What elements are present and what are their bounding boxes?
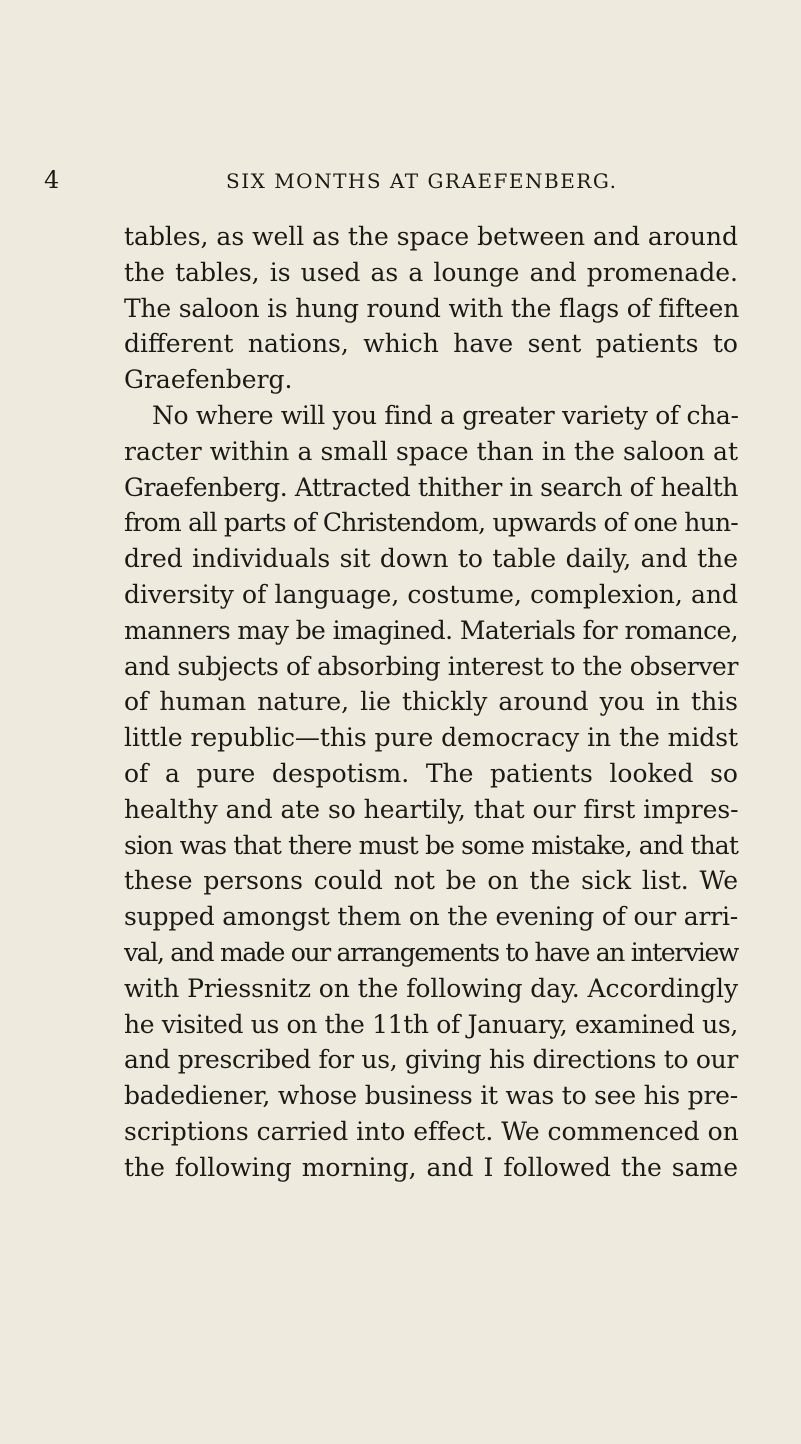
text-line: scriptions carried into effect. We commenced on — [124, 1116, 739, 1146]
text-line: and subjects of absorbing interest to the observer — [124, 651, 738, 681]
text-line: from all parts of Christendom, upwards of one hun- — [124, 508, 738, 538]
page-number: 4 — [44, 166, 60, 194]
text-line: Graefenberg. Attracted thither in search of health — [124, 472, 738, 502]
running-title: SIX MONTHS AT GRAEFENBERG. — [226, 169, 618, 193]
text-line: the tables, is used as a lounge and promenade. — [124, 257, 738, 287]
text-line: he visited us on the 11th of January, examined us, — [124, 1009, 739, 1039]
text-line: and prescribed for us, giving his directions to our — [124, 1045, 738, 1075]
text-line: supped amongst them on the evening of our arri- — [124, 902, 739, 932]
text-line: Graefenberg. — [124, 365, 293, 395]
text-line: dred individuals sit down to table daily, and the — [124, 544, 738, 574]
text-line: diversity of language, costume, complexion, and — [124, 579, 738, 609]
text-line: racter within a small space than in the saloon at — [124, 436, 738, 466]
running-head — [0, 166, 801, 196]
text-line: No where will you find a greater variety of cha- — [152, 400, 739, 430]
text-line: sion was that there must be some mistake, and that — [124, 830, 739, 860]
text-line: tables, as well as the space between and around — [124, 222, 739, 251]
body-text — [124, 219, 738, 1186]
text-line: with Priessnitz on the following day. Accordingly — [124, 973, 739, 1003]
text-line: healthy and ate so heartily, that our first impres- — [124, 794, 739, 824]
text-line: different nations, which have sent patients to — [124, 329, 738, 359]
text-line: these persons could not be on the sick list. We — [124, 866, 738, 896]
text-line: of human nature, lie thickly around you in this — [124, 687, 738, 717]
text-line: badediener, whose business it was to see his pre- — [124, 1081, 738, 1111]
text-line: the following morning, and I followed the same — [124, 1152, 738, 1182]
text-line: val, and made our arrangements to have an interview — [124, 937, 739, 967]
text-line: of a pure despotism. The patients looked so — [124, 758, 738, 788]
text-line: The saloon is hung round with the flags of fifteen — [124, 293, 740, 323]
text-line: little republic—this pure democracy in the midst — [124, 723, 738, 753]
text-line: manners may be imagined. Materials for romance, — [124, 615, 738, 645]
